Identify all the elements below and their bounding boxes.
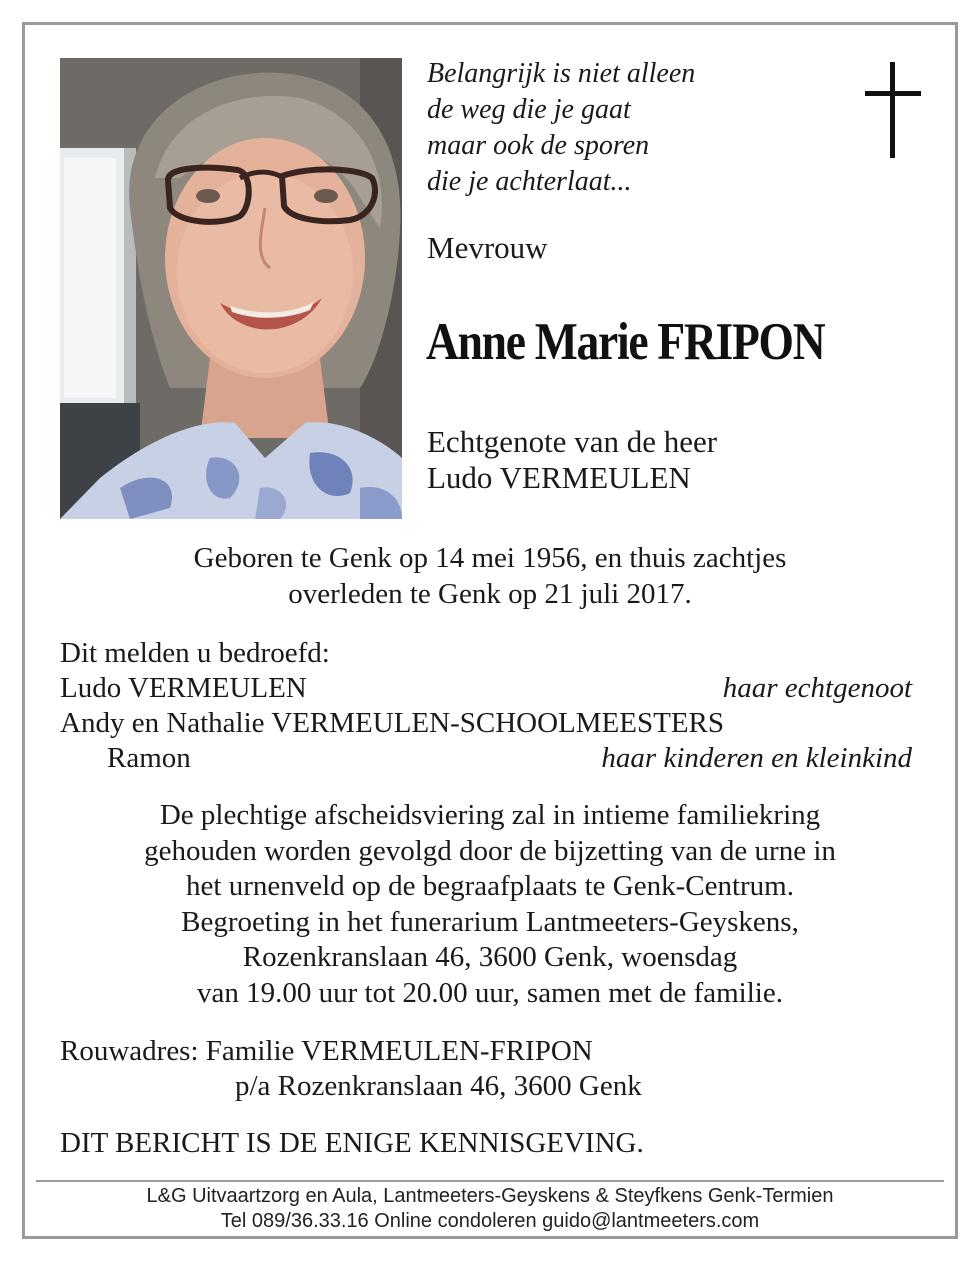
mourning-address — [60, 1034, 642, 1104]
funeral-home-line: L&G Uitvaartzorg en Aula, Lantmeeters-Geyskens & Steyfkens Genk-Termien — [146, 1185, 834, 1207]
ceremony-line: De plechtige afscheidsviering zal in intieme familiekring — [159, 799, 821, 831]
member-relation: haar echtgenoot — [722, 672, 912, 704]
member-name: Ludo VERMEULEN — [60, 672, 307, 704]
ceremony-line: van 19.00 uur tot 20.00 uur, samen met de familie. — [197, 976, 783, 1009]
poem-line: maar ook de sporen — [427, 130, 650, 161]
mourning-family: Rouwadres: Familie VERMEULEN-FRIPON — [60, 1035, 593, 1067]
spouse-line: Echtgenote van de heer — [427, 424, 718, 459]
family-member — [60, 671, 912, 706]
cross-icon — [865, 62, 921, 158]
spouse-info — [427, 424, 717, 496]
poem-line: Belangrijk is niet alleen — [427, 58, 696, 89]
deceased-name: Anne Marie FRIPON — [426, 313, 825, 371]
portrait-photo — [60, 58, 402, 519]
member-relation: haar kinderen en kleinkind — [601, 742, 912, 774]
member-name: Ramon — [107, 742, 191, 774]
death-line: overleden te Genk op 21 juli 2017. — [288, 578, 692, 610]
ceremony-line: het urnenveld op de begraafplaats te Genk-Centrum. — [186, 870, 794, 902]
contact-line: Tel 089/36.33.16 Online condoleren guido@lantmeeters.com — [220, 1210, 760, 1232]
poem-line: die je achterlaat... — [427, 166, 632, 197]
footer — [36, 1184, 944, 1234]
ceremony-line: Rozenkranslaan 46, 3600 Genk, woensdag — [242, 941, 738, 973]
family-intro: Dit melden u bedroefd: — [60, 637, 330, 669]
family-member — [60, 706, 912, 741]
birth-line: Geboren te Genk op 14 mei 1956, en thuis zachtjes — [193, 542, 787, 574]
salutation: Mevrouw — [427, 230, 548, 265]
mourning-street: p/a Rozenkranslaan 46, 3600 Genk — [235, 1070, 642, 1102]
spouse-name: Ludo VERMEULEN — [427, 460, 691, 495]
family-list — [60, 636, 912, 776]
footer-divider — [36, 1180, 944, 1182]
member-name: Andy en Nathalie VERMEULEN-SCHOOLMEESTERS — [60, 707, 724, 739]
ceremony-info — [40, 798, 940, 1011]
poem-quote — [427, 56, 847, 200]
poem-line: de weg die je gaat — [427, 94, 631, 125]
birth-death-info — [60, 540, 920, 612]
family-member — [60, 741, 912, 776]
notice-text: DIT BERICHT IS DE ENIGE KENNISGEVING. — [60, 1127, 644, 1159]
ceremony-line: gehouden worden gevolgd door de bijzetting van de urne in — [144, 834, 836, 867]
ceremony-line: Begroeting in het funerarium Lantmeeters-Geyskens, — [181, 905, 799, 938]
